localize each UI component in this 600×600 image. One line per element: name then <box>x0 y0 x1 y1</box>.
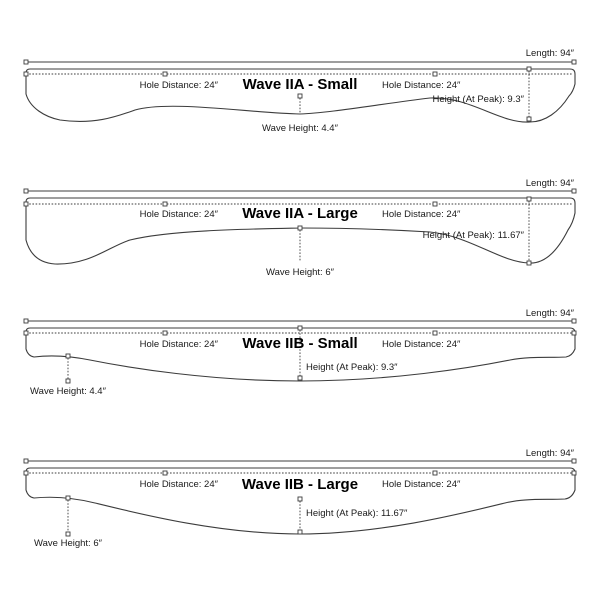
panel-wave-iib-small <box>24 308 576 397</box>
length-end-right <box>572 189 576 193</box>
height-at-peak-label: Height (At Peak): 11.67″ <box>422 230 524 241</box>
hole-marker-right-end <box>572 331 576 335</box>
hole-marker-left-end <box>24 331 28 335</box>
peak-bottom-marker <box>527 117 531 121</box>
wave-bottom-marker <box>66 379 70 383</box>
peak-bottom-marker <box>298 530 302 534</box>
hole-distance-right-label: Hole Distance: 24″ <box>382 209 461 220</box>
wave-top-marker <box>298 226 302 230</box>
peak-bottom-marker <box>527 261 531 265</box>
wave-top-marker <box>66 496 70 500</box>
hole-marker-left <box>163 331 167 335</box>
hole-distance-right-label: Hole Distance: 24″ <box>382 479 461 490</box>
length-end-left <box>24 60 28 64</box>
hole-marker-left-end <box>24 202 28 206</box>
peak-top-marker <box>298 326 302 330</box>
height-at-peak-label: Height (At Peak): 9.3″ <box>306 362 398 373</box>
wave-height-label: Wave Height: 4.4″ <box>262 123 338 134</box>
hole-marker-left-end <box>24 72 28 76</box>
hole-marker-left <box>163 72 167 76</box>
length-end-right <box>572 459 576 463</box>
panel-title: Wave IIB - Large <box>241 476 359 493</box>
hole-distance-left-label: Hole Distance: 24″ <box>139 479 218 490</box>
hole-distance-left-label: Hole Distance: 24″ <box>139 80 218 91</box>
hole-distance-right-label: Hole Distance: 24″ <box>382 339 461 350</box>
hole-distance-right-label: Hole Distance: 24″ <box>382 80 461 91</box>
length-end-left <box>24 189 28 193</box>
length-end-left <box>24 319 28 323</box>
panel-wave-iib-large <box>24 448 576 549</box>
wave-height-label: Wave Height: 6″ <box>34 538 102 549</box>
hole-marker-right <box>433 72 437 76</box>
hole-marker-left <box>163 202 167 206</box>
panel-title: Wave IIB - Small <box>242 335 358 352</box>
length-label: Length: 94″ <box>525 308 574 319</box>
hole-marker-right <box>433 202 437 206</box>
panel-wave-iia-large <box>24 178 576 278</box>
peak-top-marker <box>527 197 531 201</box>
peak-bottom-marker <box>298 376 302 380</box>
length-end-left <box>24 459 28 463</box>
hole-marker-right <box>433 331 437 335</box>
length-end-right <box>572 60 576 64</box>
wave-top-marker <box>66 354 70 358</box>
length-label: Length: 94″ <box>525 48 574 59</box>
panel-wave-iia-small <box>24 48 576 134</box>
length-label: Length: 94″ <box>525 178 574 189</box>
peak-top-marker <box>298 497 302 501</box>
height-at-peak-label: Height (At Peak): 11.67″ <box>306 508 408 519</box>
wave-bottom-marker <box>66 532 70 536</box>
panel-title: Wave IIA - Large <box>242 205 358 222</box>
wave-height-label: Wave Height: 6″ <box>266 267 334 278</box>
wave-height-label: Wave Height: 4.4″ <box>30 386 106 397</box>
length-label: Length: 94″ <box>525 448 574 459</box>
hole-marker-right-end <box>572 471 576 475</box>
hole-distance-left-label: Hole Distance: 24″ <box>139 339 218 350</box>
hole-distance-left-label: Hole Distance: 24″ <box>139 209 218 220</box>
peak-top-marker <box>527 67 531 71</box>
length-end-right <box>572 319 576 323</box>
wave-top-marker <box>298 94 302 98</box>
hole-marker-left-end <box>24 471 28 475</box>
hole-marker-left <box>163 471 167 475</box>
height-at-peak-label: Height (At Peak): 9.3″ <box>432 94 524 105</box>
hole-marker-right <box>433 471 437 475</box>
panel-title: Wave IIA - Small <box>242 76 358 93</box>
